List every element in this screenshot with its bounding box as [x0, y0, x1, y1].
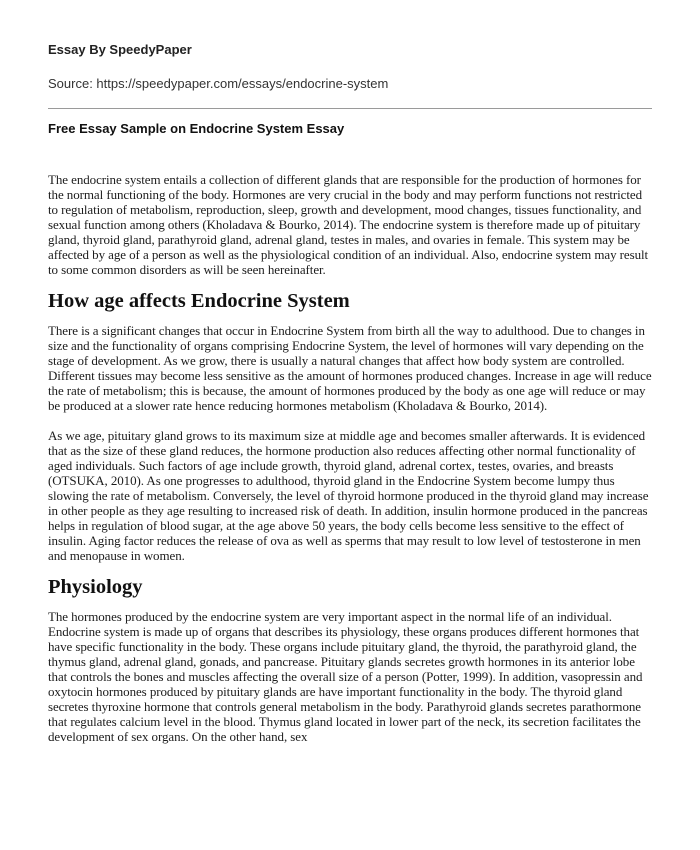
paragraph: As we age, pituitary gland grows to its maximum size at middle age and becomes smaller afterwards. It is evidenced that as the size of these gland reduces, the hormone production also reduces affecting other normal functionality of aged individuals. Such factors of age include growth, thyroid gland, adrenal cortex, testes, ovaries, and breasts (OTSUKA, 2010). As one progresses to adulthood, thyroid gland in the Endocrine System become lumpy thus slowing the rate of metabolism. Conversely, the level of thyroid hormone produced in the thyroid gland may increase in other people as they age resulting to increased risk of death. In addition, insulin hormone produced in the pancreas helps in regulation of blood sugar, at the age above 50 years, the body cells become less sensitive to the effect of insulin. Aging factor reduces the release of ova as well as sperms that may result to low level of testosterone in men and menopause in women. [48, 428, 649, 563]
source-line: Source: https://speedypaper.com/essays/endocrine-system [48, 76, 389, 91]
paragraph: There is a significant changes that occur in Endocrine System from birth all the way to adulthood. Due to changes in size and the functionality of organs comprising Endocrine System, the level of hormones will vary depending on the stage of development. As we grow, there is usually a natural changes that affect how body system are controlled. Different tissues may become less sensitive as the amount of hormones produced changes. Increase in age will reduce the rate of metabolism; this is because, the amount of hormones produced by the body as one age will reduce or may be produced at a slower rate hence reducing hormones metabolism (Kholadava & Bourko, 2014). [48, 323, 652, 413]
header-divider [48, 108, 652, 109]
document-header [48, 42, 652, 92]
paragraph-spacer [48, 413, 654, 428]
section-heading-physiology: Physiology [48, 576, 143, 598]
paragraph: The hormones produced by the endocrine system are very important aspect in the normal life of an individual. Endocrine system is made up of organs that describes its physiology, these organs produces different hormones that have specific functionality in the body. These organs include pituitary gland, the thyroid, the parathyroid gland, the thymus gland, adrenal gland, gonads, and pancrease. Pituitary glands secretes growth hormones in its anterior lobe that controls the bones and muscles affecting the overall size of a person (Potter, 1999). In addition, vasopressin and oxytocin hormones produced by pituitary glands are have important functionality in the body. The thyroid gland secretes thyroxine hormone that controls general metabolism in the body. Parathyroid glands secretes parathormone that regulates calcium level in the blood. Thymus gland located in lower part of the neck, its secretion facilitates the development of sex organs. On the other hand, sex [48, 609, 643, 744]
essay-title: Free Essay Sample on Endocrine System Essay [48, 121, 345, 136]
intro-paragraph: The endocrine system entails a collection of different glands that are responsible for the production of hormones for the normal functioning of the body. Hormones are very crucial in the body and may perform functions not restricted to regulation of metabolism, reproduction, sleep, growth and development, mood changes, tissues functionality, and sexual function among others (Kholadava & Bourko, 2014). The endocrine system is therefore made up of pituitary gland, thyroid gland, parathyroid gland, adrenal gland, testes in males, and ovaries in female. This system may be affected by age of a person as well as the physiological condition of an individual. Also, endocrine system may result to some common disorders as will be seen hereinafter. [48, 172, 649, 277]
section-heading-age: How age affects Endocrine System [48, 290, 350, 312]
essay-body [48, 172, 654, 744]
brand-title: Essay By SpeedyPaper [48, 42, 192, 57]
